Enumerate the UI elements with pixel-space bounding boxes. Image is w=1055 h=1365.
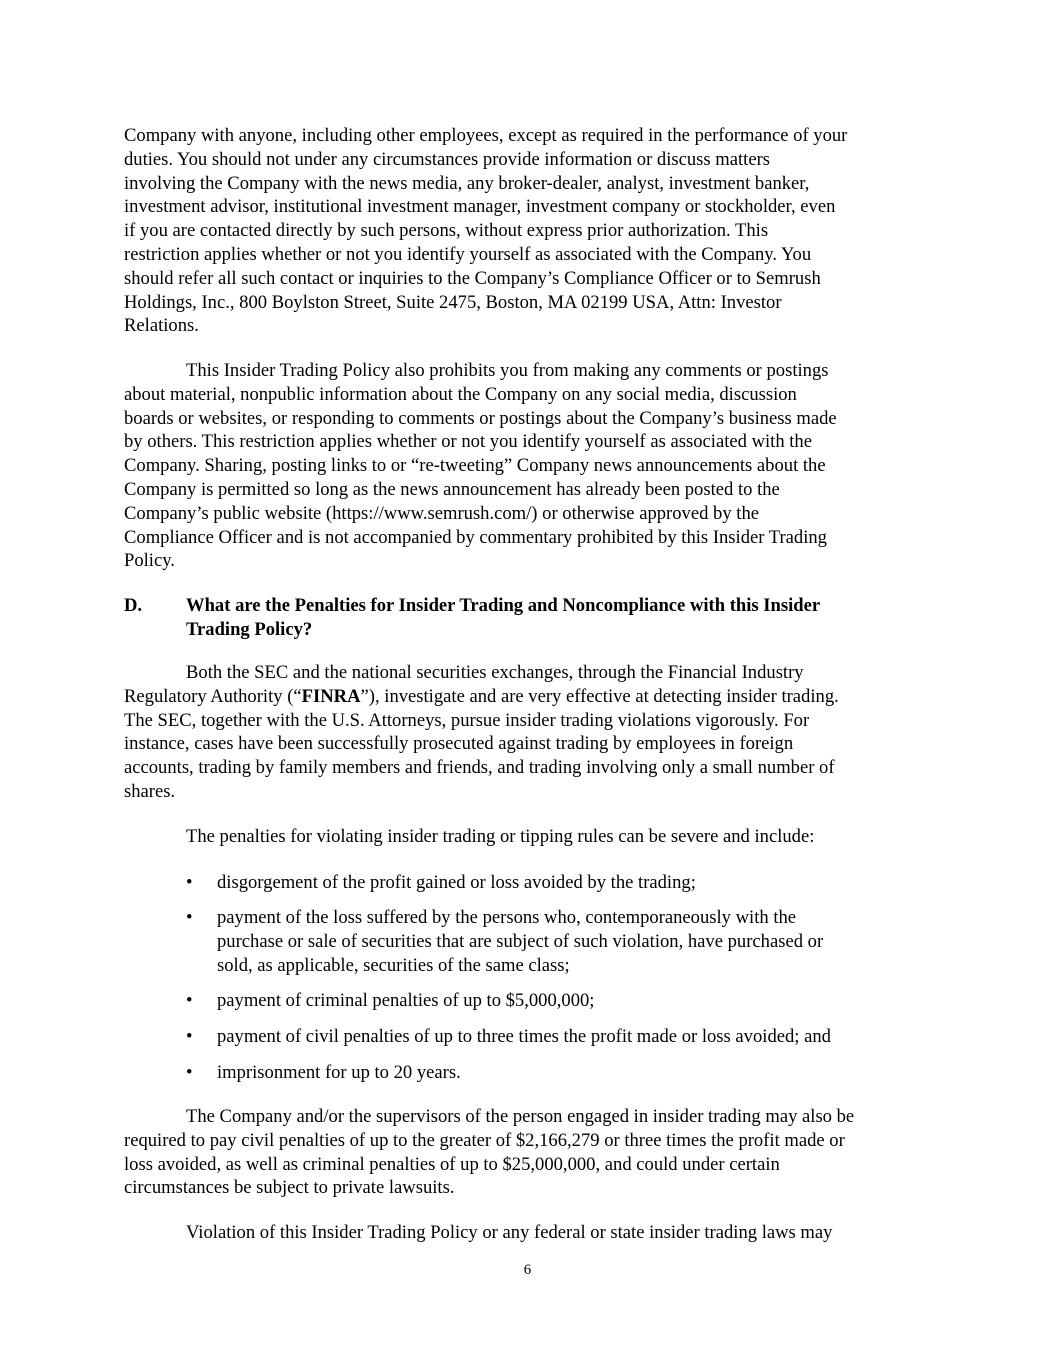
text-line: Trading Policy?	[186, 618, 313, 640]
paragraph-enforcement	[124, 661, 934, 804]
bullet-text	[217, 1061, 461, 1085]
page-number: 6	[523, 1262, 532, 1278]
text-line: What are the Penalties for Insider Trading and Noncompliance with this Insider	[186, 595, 821, 616]
text-line: purchase or sale of securities that are subject of such violation, have purchased or	[217, 930, 824, 952]
text-line: Policy.	[124, 550, 175, 572]
bullet-text	[217, 989, 594, 1013]
text-line: Company. Sharing, posting links to or “re-tweeting” Company news announcements about the	[124, 455, 826, 477]
section-title	[124, 594, 934, 642]
bullet-text	[217, 871, 696, 895]
text-lines	[124, 709, 934, 804]
text-line: payment of civil penalties of up to three times the profit made or loss avoided; and	[217, 1026, 831, 1047]
text-line: imprisonment for up to 20 years.	[217, 1062, 461, 1083]
text-line: boards or websites, or responding to comments or postings about the Company’s business made	[124, 407, 837, 429]
text-line: should refer all such contact or inquiries to the Company’s Compliance Officer or to Semrush	[124, 267, 821, 289]
text-line: accounts, trading by family members and friends, and trading involving only a small number of	[124, 757, 835, 779]
text-line: investment advisor, institutional investment manager, investment company or stockholder, even	[124, 196, 836, 218]
bullet-item-loss-payment	[186, 906, 823, 977]
text-line: The SEC, together with the U.S. Attorneys, pursue insider trading violations vigorously. For	[124, 709, 810, 731]
bullet-text	[217, 906, 823, 977]
paragraph-violation	[124, 1221, 934, 1245]
text-line: by others. This restriction applies whether or not you identify yourself as associated with the	[124, 431, 812, 453]
section-heading-d	[124, 594, 934, 642]
bullet-icon: •	[186, 872, 193, 893]
text-line: Holdings, Inc., 800 Boylston Street, Suite 2475, Boston, MA 02199 USA, Attn: Investor	[124, 291, 782, 313]
paragraph-company-liability	[124, 1105, 934, 1200]
text-line: shares.	[124, 780, 176, 802]
section-label: D.	[124, 595, 143, 616]
text-line: if you are contacted directly by such persons, without express prior authorization. This	[124, 220, 769, 242]
text-line: duties. You should not under any circumstances provide information or discuss matters	[124, 148, 771, 170]
text-line: This Insider Trading Policy also prohibits you from making any comments or postings	[186, 360, 829, 381]
text-line: The penalties for violating insider trading or tipping rules can be severe and include:	[186, 826, 815, 847]
bullet-icon: •	[186, 1026, 193, 1047]
text-line: disgorgement of the profit gained or loss avoided by the trading;	[217, 872, 696, 893]
text-line: restriction applies whether or not you identify yourself as associated with the Company. You	[124, 243, 812, 265]
bullet-item-imprisonment	[186, 1061, 461, 1085]
finra-term: FINRA	[301, 685, 361, 707]
text-line: Compliance Officer and is not accompanied by commentary prohibited by this Insider Trading	[124, 526, 827, 548]
text-line: Company is permitted so long as the news announcement has already been posted to the	[124, 478, 780, 500]
text-line: required to pay civil penalties of up to the greater of $2,166,279 or three times the profit made or	[124, 1129, 845, 1151]
bullet-icon: •	[186, 907, 193, 928]
text-span: ”), investigate and are very effective at detecting insider trading.	[360, 685, 839, 707]
paragraph-penalties-intro	[124, 825, 934, 849]
text-line: Company’s public website (https://www.semrush.com/) or otherwise approved by the	[124, 502, 760, 524]
bullet-text	[217, 1025, 831, 1049]
text-line: Both the SEC and the national securities exchanges, through the Financial Industry	[186, 662, 804, 683]
text-line: Company with anyone, including other employees, except as required in the performance of your	[124, 125, 848, 146]
text-line: The Company and/or the supervisors of the person engaged in insider trading may also be	[186, 1106, 855, 1127]
bullet-item-criminal-penalties	[186, 989, 594, 1013]
text-span: Regulatory Authority (“	[124, 685, 302, 707]
paragraph-confidentiality	[124, 124, 934, 338]
text-line: Violation of this Insider Trading Policy or any federal or state insider trading laws may	[186, 1222, 833, 1243]
bullet-item-disgorgement	[186, 871, 696, 895]
text-line: instance, cases have been successfully prosecuted against trading by employees in foreign	[124, 733, 794, 755]
text-line: Relations.	[124, 315, 199, 337]
paragraph-social-media	[124, 359, 934, 573]
text-line: involving the Company with the news media, any broker-dealer, analyst, investment banker,	[124, 172, 810, 194]
bullet-item-civil-penalties	[186, 1025, 831, 1049]
text-line: sold, as applicable, securities of the same class;	[217, 954, 570, 976]
bullet-icon: •	[186, 990, 193, 1011]
text-line: loss avoided, as well as criminal penalties of up to $25,000,000, and could under certain	[124, 1153, 780, 1175]
text-line	[124, 685, 934, 709]
text-line: about material, nonpublic information about the Company on any social media, discussion	[124, 383, 797, 405]
bullet-icon: •	[186, 1062, 193, 1083]
text-line: payment of criminal penalties of up to $5,000,000;	[217, 990, 595, 1011]
text-line: payment of the loss suffered by the persons who, contemporaneously with the	[217, 907, 797, 928]
text-line: circumstances be subject to private lawsuits.	[124, 1177, 455, 1199]
